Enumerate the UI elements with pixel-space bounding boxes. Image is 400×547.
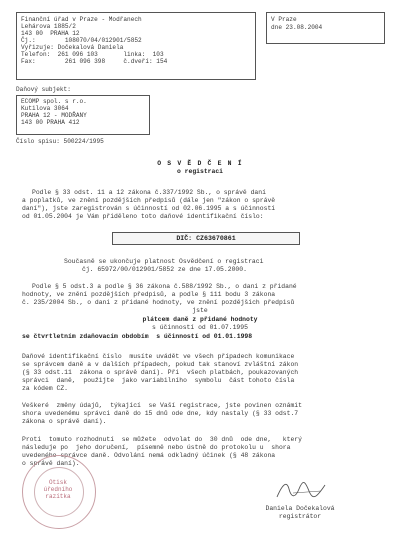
previous-certificate-line: Současně se ukončuje platnost Osvědčení o registraci [64, 258, 264, 265]
tax-subject-label: Daňový subjekt: [16, 86, 71, 93]
stamp-text-line: razítka [45, 493, 71, 500]
registration-paragraph-line: a poplatků, ve znění pozdějších předpisů (dále jen "zákon o správě [22, 197, 276, 204]
signatory-role: registrátor [278, 513, 322, 520]
office-handler: Vyřizuje: Dočekalová Daniela [21, 44, 124, 51]
appeal-line: uvedeného správce daně. Odvolání nemá odkladný účinek (§ 48 zákona [22, 452, 276, 459]
tax-subject-name: ECOMP spol. s r.o. [21, 98, 87, 105]
office-name: Finanční úřad v Praze - Modřanech [21, 16, 142, 23]
tax-subject-postcode: 143 00 PRAHA 412 [21, 119, 80, 126]
office-street: Lehárova 1885/2 [21, 23, 76, 30]
tax-subject-street: Kutilova 3064 [21, 105, 69, 112]
office-fax: Fax: 261 096 398 č.dveří: 154 [21, 58, 168, 65]
signature-icon [273, 477, 329, 503]
registration-paragraph-line: Podle § 33 odst. 11 a 12 zákona č.337/1992 Sb., o správě daní [32, 189, 266, 196]
change-notice-line: shora uvedenému správci daně do 15 dnů ode dne, kdy nastaly (§ 33 odst.7 [22, 410, 299, 417]
tax-id-usage-line: Daňové identifikační číslo musíte uvádět ve všech případech komunikace [22, 353, 295, 360]
vat-paragraph-line: č. 235/2004 Sb., o dani z přidané hodnoty, ve znění pozdějších předpisů [22, 299, 295, 306]
stamp-text-line: Otisk [48, 479, 67, 486]
document-subtitle: o registraci [176, 168, 224, 175]
file-number: Číslo spisu: 500224/1995 [16, 138, 104, 145]
office-city: 143 00 PRAHA 12 [21, 30, 80, 37]
stamp-text-line: úředního [43, 486, 73, 493]
appeal-line: Proti tomuto rozhodnutí se můžete odvolat do 30 dnů ode dne, který [22, 436, 302, 443]
change-notice-line: Veškeré změny údajů, týkající se Vaší registrace, jste povinen oznámit [22, 402, 302, 409]
office-phone: Telefon: 261 096 103 linka: 103 [21, 51, 164, 58]
appeal-line: následuje po jeho doručení, písemně nebo ústně do protokolu u shora [22, 444, 291, 451]
tax-id-usage-line: (§ 33 odst.11 zákona o správě daní). Při všech platbách, poukazovaných [22, 369, 299, 376]
registration-paragraph-line: daní"), jste zaregistrován s účinností od 02.06.1995 a s účinností [22, 205, 276, 212]
vat-effective-date: s účinností od 01.07.1995 [152, 324, 248, 331]
tax-id-usage-line: správci daně, použijte jako variabilního symbolu část tohoto čísla [22, 377, 295, 384]
tax-subject-city: PRAHA 12 - MODŘANY [21, 112, 87, 119]
signatory-name: Daniela Dočekalová [265, 505, 335, 512]
tax-id-usage-line: se správcem daně a v dalších případech, pokud tak stanoví zvláštní zákon [22, 361, 299, 368]
registration-paragraph-line: od 01.05.2004 je Vám přiděleno toto daňové identifikační číslo: [22, 213, 264, 220]
vat-paragraph-line: hodnoty, ve znění pozdějších předpisů, a podle § 111 bodu 3 zákona [22, 291, 276, 298]
vat-paragraph-line: jste [192, 307, 208, 314]
office-reference: Čj.: 108070/04/012901/5852 [21, 37, 142, 44]
tax-id-usage-line: za kódem CZ. [22, 385, 69, 392]
document-title: O S V Ě D Č E N Í [157, 160, 243, 167]
vat-paragraph-line: Podle § 5 odst.3 a podle § 36 zákona č.588/1992 Sb., o dani z přidané [32, 283, 297, 290]
date-place: V Praze [271, 16, 297, 23]
date-value: dne 23.08.2004 [271, 24, 323, 31]
change-notice-line: zákona o správě daní). [22, 418, 107, 425]
vat-payer-status: plátcem daně z přidané hodnoty [142, 316, 258, 323]
appeal-line: o správě daní). [22, 460, 80, 467]
tax-id-box: DIČ: CZ63670861 [112, 232, 300, 245]
quarterly-period-line: se čtvrtletním zdaňovacím obdobím s účinností od 01.01.1998 [22, 333, 253, 340]
previous-certificate-line: čj. 65972/00/012901/5852 ze dne 17.05.2000. [82, 266, 247, 273]
